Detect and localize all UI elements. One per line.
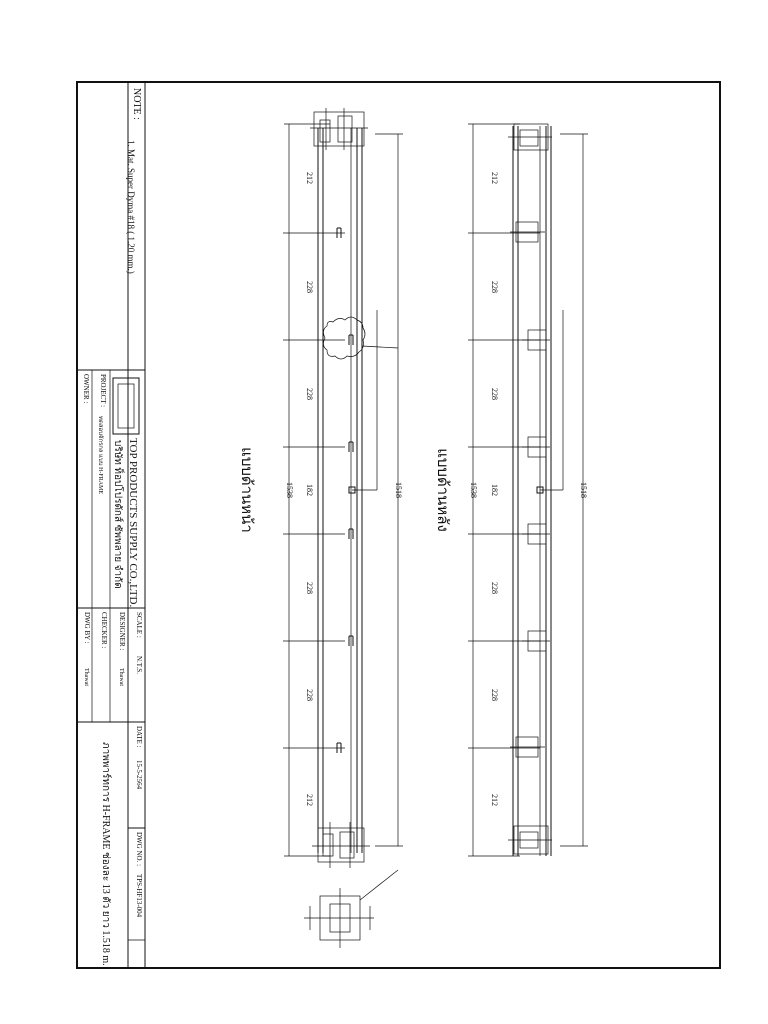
owner-label: OWNER :	[82, 374, 90, 404]
bottom-end-connector	[312, 822, 370, 868]
overall-dimension: 1538	[285, 482, 294, 498]
note-text: 1. Mat. Super Dyma #18 ( 1.20 mm.)	[126, 140, 136, 274]
segment-dimension: 182	[305, 484, 314, 496]
segment-dimension: 212	[490, 172, 499, 184]
checker-label: CHECKER :	[100, 612, 108, 649]
overall-dimension: 1518	[579, 482, 588, 498]
detail-section	[304, 870, 398, 948]
view-title: แบบด้านหลัง	[434, 448, 450, 532]
scale-value: N.T.S.	[135, 656, 143, 674]
back-bottom-connector	[508, 826, 552, 854]
company-logo	[113, 378, 139, 434]
designer-value: Thawat	[118, 668, 124, 686]
overall-dimension: 1518	[394, 482, 403, 498]
segment-dimension: 212	[305, 794, 314, 806]
segment-dimension: 228	[490, 281, 499, 293]
dwg-no-label: DWG NO. :	[135, 832, 143, 867]
segment-dimension: 228	[305, 388, 314, 400]
segment-dimension: 228	[490, 388, 499, 400]
back-top-connector	[508, 124, 552, 150]
segment-dimension: 228	[490, 689, 499, 701]
company-name-en: TOP PRODUCTS SUPPLY CO.,LTD.	[127, 438, 139, 608]
drawing-title: ภาพพาร์ทการ H-FRAME ช่องละ 13 ตัว ยาว 1.518 m.	[100, 742, 111, 966]
overall-dimension: 1538	[469, 482, 478, 498]
revision-cloud	[323, 317, 365, 359]
dwg-no-value: TPS-HF13-004	[135, 874, 143, 918]
title-block	[77, 82, 145, 968]
project-label: PROJECT :	[99, 374, 107, 408]
scale-label: SCALE :	[135, 612, 143, 638]
date-label: DATE :	[135, 726, 143, 748]
segment-dimension: 228	[490, 582, 499, 594]
designer-label: DESIGNER :	[118, 612, 126, 651]
segment-dimension: 182	[490, 484, 499, 496]
back-view	[468, 124, 588, 856]
segment-dimension: 212	[490, 794, 499, 806]
segment-dimension: 228	[305, 281, 314, 293]
sheet-border	[77, 82, 720, 968]
segment-dimension: 212	[305, 172, 314, 184]
date-value: 15-5-2564	[135, 760, 143, 790]
segment-dimension: 228	[305, 689, 314, 701]
project-value: ทดสอบจักรกล แบบ H-FRAME	[97, 416, 103, 495]
view-title: แบบด้านหน้า	[238, 447, 254, 533]
dwg-by-label: DWG BY :	[83, 612, 91, 644]
back-view-clips	[510, 222, 550, 757]
segment-dimension: 228	[305, 582, 314, 594]
dwg-by-value: Thawat	[83, 668, 89, 686]
front-view	[283, 108, 403, 948]
note-label: NOTE :	[131, 88, 142, 120]
company-name-th: บริษัท ท็อปโปรดักส์ ซัพพลาย จำกัด	[112, 440, 123, 589]
top-end-connector	[310, 108, 368, 150]
